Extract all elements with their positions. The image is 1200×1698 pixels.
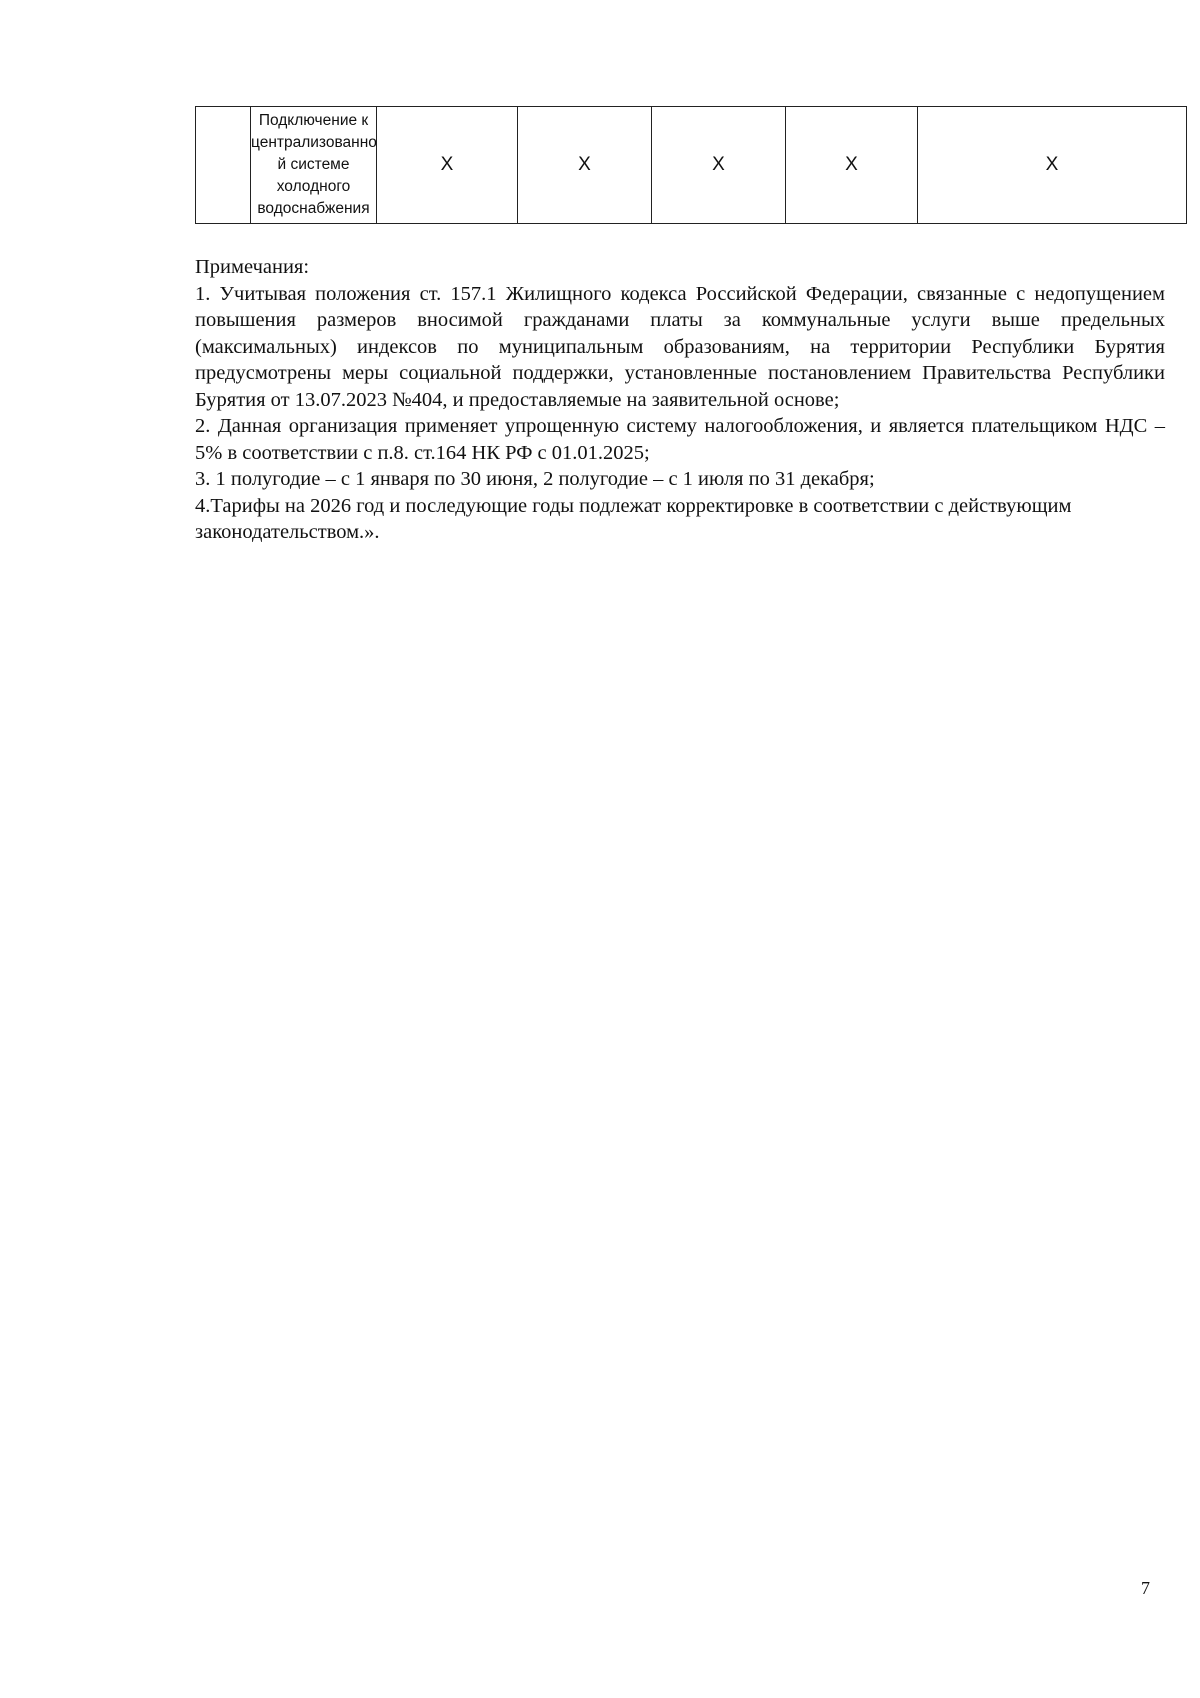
service-name-line: Подключение к [258, 112, 369, 129]
row-number-cell [196, 107, 251, 224]
tariff-table [195, 106, 1187, 224]
note-item: 1. Учитывая положения ст. 157.1 Жилищного кодекса Российской Федерации, связанные с недопущением повышения размеров вносимой гражданами платы за коммунальные услуги выше предельных (максимальных) индексов по муниципальным образованиям, на территории Республики Бурятия предусмотрены меры социальной поддержки, установленные постановлением Правительства Республики Бурятия от 13.07.2023 №404, и предоставляемые на заявительной основе; [195, 282, 1165, 411]
notes-title: Примечания: [195, 256, 310, 278]
service-name-line: водоснабжения [257, 200, 370, 217]
note-item: 2. Данная организация применяет упрощенную систему налогообложения, и является плательщиком НДС – 5% в соответствии с п.8. ст.164 НК РФ с 01.01.2025; [195, 415, 1165, 464]
page-number: 7 [1141, 1578, 1150, 1598]
value-cell: X [918, 107, 1187, 224]
service-name-cell [251, 107, 377, 224]
value-cell: X [786, 107, 918, 224]
note-item: 3. 1 полугодие – с 1 января по 30 июня, 2 полугодие – с 1 июля по 31 декабря; [195, 468, 875, 490]
value-cell: X [518, 107, 652, 224]
value-cell: X [377, 107, 518, 224]
note-item: 4.Тарифы на 2026 год и последующие годы подлежат корректировке в соответствии с действующим законодательством.». [195, 494, 1072, 543]
service-name-line: й системе [277, 156, 350, 173]
value-cell: X [652, 107, 786, 224]
service-name-line: холодного [276, 178, 351, 195]
service-name-line: централизованно [251, 134, 377, 151]
table-row [196, 107, 1187, 224]
notes-section [195, 254, 1165, 546]
